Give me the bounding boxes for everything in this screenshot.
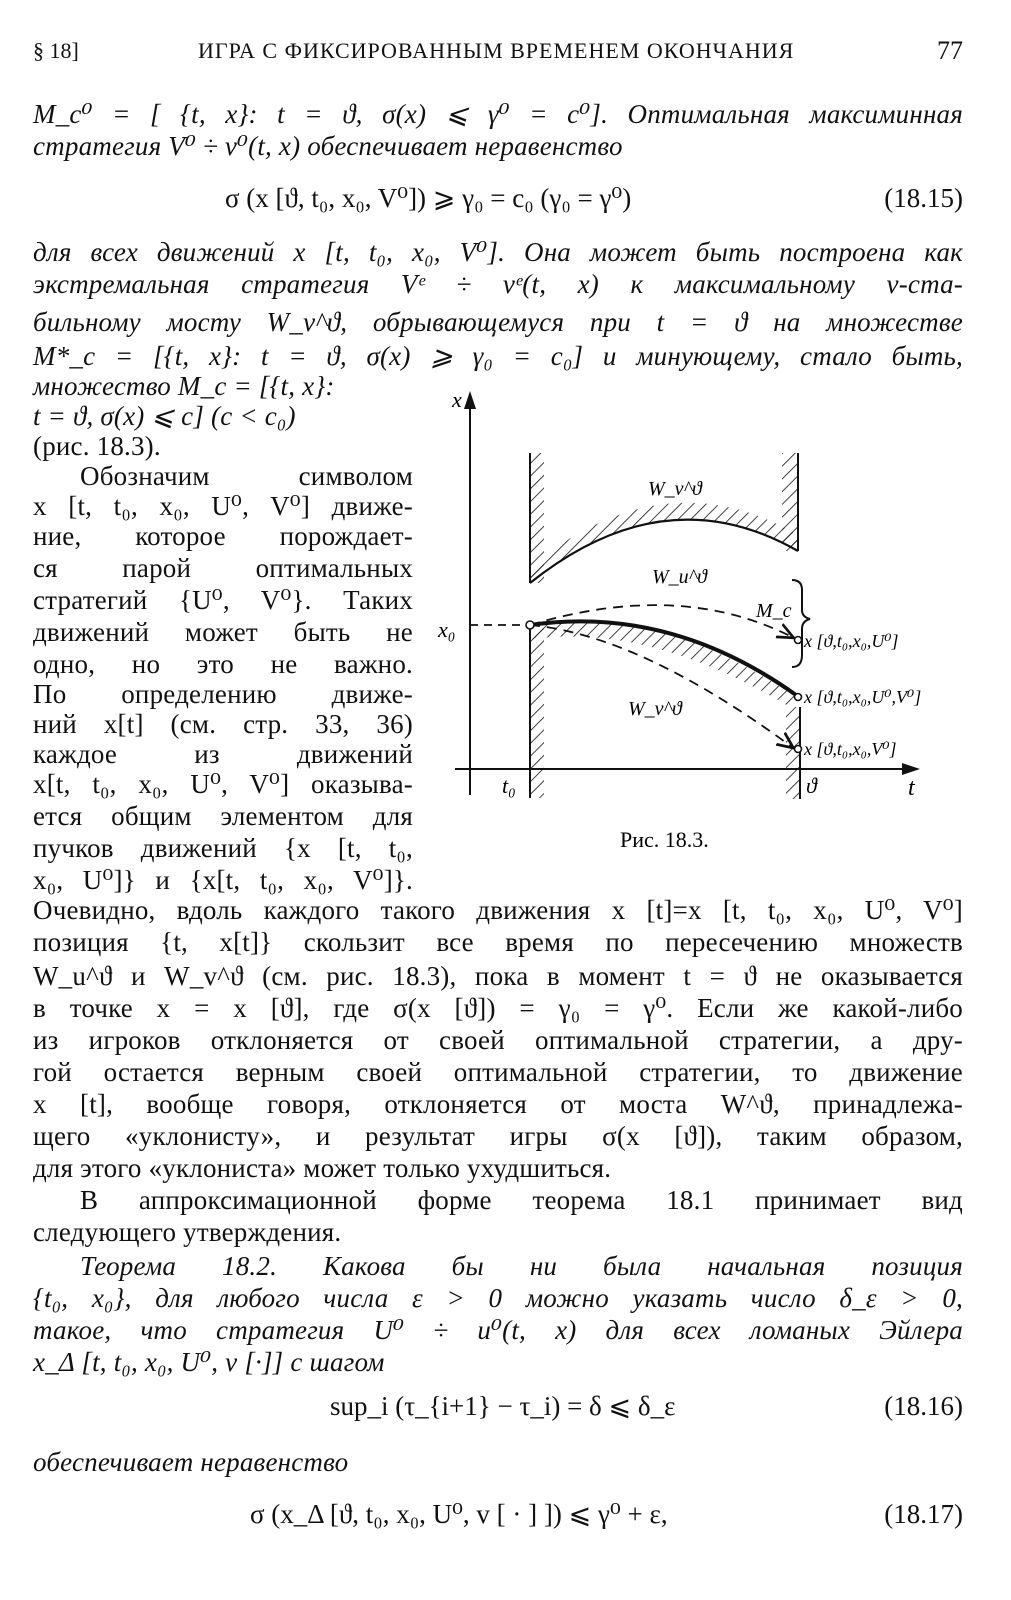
text-line: ние, которое порождает- xyxy=(33,521,413,551)
text-line: В аппроксимационной форме теорема 18.1 принимает вид xyxy=(80,1185,963,1215)
text-line: ется общим элементом для xyxy=(33,801,413,831)
theorem-line: x_Δ [t, t₀, x₀, U⁰, v [·]] с шагом xyxy=(33,1347,385,1377)
theorem-line: такое, что стратегия U⁰ ÷ u⁰(t, x) для всех ломаных Эйлера xyxy=(33,1315,963,1345)
x-axis-arrow xyxy=(464,391,476,409)
text-line: каждое из движений xyxy=(33,739,413,769)
text-line: множество M_c = [{t, x}: xyxy=(33,371,335,401)
theorem-line: Теорема 18.2. Какова бы ни была начальная позиция xyxy=(80,1251,963,1281)
running-header xyxy=(33,36,963,72)
theorem-line: {t₀, x₀}, для любого числа ε > 0 можно указать число δ_ε > 0, xyxy=(33,1283,963,1313)
mc-label: M_c xyxy=(756,600,792,622)
equation-number: (18.16) xyxy=(884,1391,963,1421)
x-axis-label: t xyxy=(908,775,915,801)
equation-number: (18.17) xyxy=(884,1499,963,1529)
text-line: x [t], вообще говоря, отклоняется от моста W^ϑ, принадлежа- xyxy=(33,1089,963,1119)
text-line: пучков движений {x [t, t₀, xyxy=(33,833,413,863)
hatch-left-lower xyxy=(530,628,544,798)
equation-18-15: σ (x [ϑ, t₀, x₀, V⁰]) ⩾ γ₀ = c₀ (γ₀ = γ⁰) xyxy=(225,183,632,213)
header-title: ИГРА С ФИКСИРОВАННЫМ ВРЕМЕНЕМ ОКОНЧАНИЯ xyxy=(198,38,795,63)
page-number: 77 xyxy=(937,36,963,65)
text-line: x [t, t₀, x₀, U⁰, V⁰] движе- xyxy=(33,491,413,521)
wv-top-label: W_v^ϑ xyxy=(648,478,702,500)
text-line: (рис. 18.3). xyxy=(33,431,161,461)
figure-18-3 xyxy=(430,385,970,860)
text-line: M*_c = [{t, x}: t = ϑ, σ(x) ⩾ γ₀ = c₀] и минующему, стало быть, xyxy=(33,341,963,371)
text-line: в точке x = x [ϑ], где σ(x [ϑ]) = γ₀ = γ⁰. Если же какой-либо xyxy=(33,993,963,1023)
text-line: ся парой оптимальных xyxy=(33,553,413,583)
text-line: По определению движе- xyxy=(33,679,413,709)
text-line: для всех движений x [t, t₀, x₀, V⁰]. Она может быть построена как xyxy=(33,237,963,267)
text-line: Обозначим символом xyxy=(80,461,413,491)
traj-u-label: x [ϑ,t₀,x₀,U⁰] xyxy=(804,631,899,651)
wv-bottom-label: W_v^ϑ xyxy=(628,698,682,720)
text-line: одно, но это не важно. xyxy=(33,649,413,679)
equation-18-16: sup_i (τ_{i+1} − τ_i) = δ ⩽ δ_ε xyxy=(330,1391,676,1421)
text-line: следующего утверждения. xyxy=(33,1217,342,1247)
equation-18-17: σ (x_Δ [ϑ, t₀, x₀, U⁰, v [ · ] ]) ⩽ γ⁰ + ε, xyxy=(250,1499,668,1529)
text-line: движений может быть не xyxy=(33,617,413,647)
text-line: Очевидно, вдоль каждого такого движения x [t]=x [t, t₀, x₀, U⁰, V⁰] xyxy=(33,895,963,925)
figure-caption: Рис. 18.3. xyxy=(620,827,709,852)
traj-uv-label: x [ϑ,t₀,x₀,U⁰,V⁰] xyxy=(804,687,922,707)
text-line: M_c⁰ = [ {t, x}: t = ϑ, σ(x) ⩽ γ⁰ = c⁰]. Оптимальная максиминная xyxy=(33,99,964,129)
theta-label: ϑ xyxy=(806,773,817,798)
text-line: позиция {t, x[t]} скользит все время по пересечению множеств xyxy=(33,927,963,957)
text-line: t = ϑ, σ(x) ⩽ c] (c < c₀) xyxy=(33,401,296,431)
text-line: экстремальная стратегия Vᵉ ÷ vᵉ(t, x) к максимальному v-ста- xyxy=(33,269,963,299)
wu-label: W_u^ϑ xyxy=(652,566,707,588)
text-line: ний x[t] (см. стр. 33, 36) xyxy=(33,709,413,739)
header-section: § 18] xyxy=(33,38,79,63)
text-line: x₀, U⁰]} и {x[t, t₀, x₀, V⁰]}. xyxy=(33,865,413,895)
text-line: W_u^ϑ и W_v^ϑ (см. рис. 18.3), пока в момент t = ϑ не оказывается xyxy=(33,961,963,991)
text-line: обеспечивает неравенство xyxy=(33,1447,349,1477)
text-line: стратегий {U⁰, V⁰}. Таких xyxy=(33,585,413,615)
text-line: стратегия V⁰ ÷ v⁰(t, x) обеспечивает неравенство xyxy=(33,131,623,161)
traj-v-label: x [ϑ,t₀,x₀,V⁰] xyxy=(804,739,897,759)
text-line: щего «уклонисту», и результат игры σ(x [ϑ]), таким образом, xyxy=(33,1121,963,1151)
text-line: гой остается верным своей оптимальной стратегии, то движение xyxy=(33,1057,963,1087)
text-line: для этого «уклониста» может только ухудшиться. xyxy=(33,1153,612,1183)
y-axis-label: x xyxy=(452,387,462,412)
text-line: x[t, t₀, x₀, U⁰, V⁰] оказыва- xyxy=(33,769,413,799)
text-line: из игроков отклоняется от своей оптимальной стратегии, а дру- xyxy=(33,1025,963,1055)
text-line: бильному мосту W_v^ϑ, обрывающемуся при t = ϑ на множестве xyxy=(33,307,963,337)
t-axis-arrow xyxy=(902,763,920,775)
t0-label: t₀ xyxy=(502,773,516,798)
x0-label: x₀ xyxy=(438,617,456,642)
mc-bracket xyxy=(792,580,810,667)
equation-number: (18.15) xyxy=(884,183,963,213)
